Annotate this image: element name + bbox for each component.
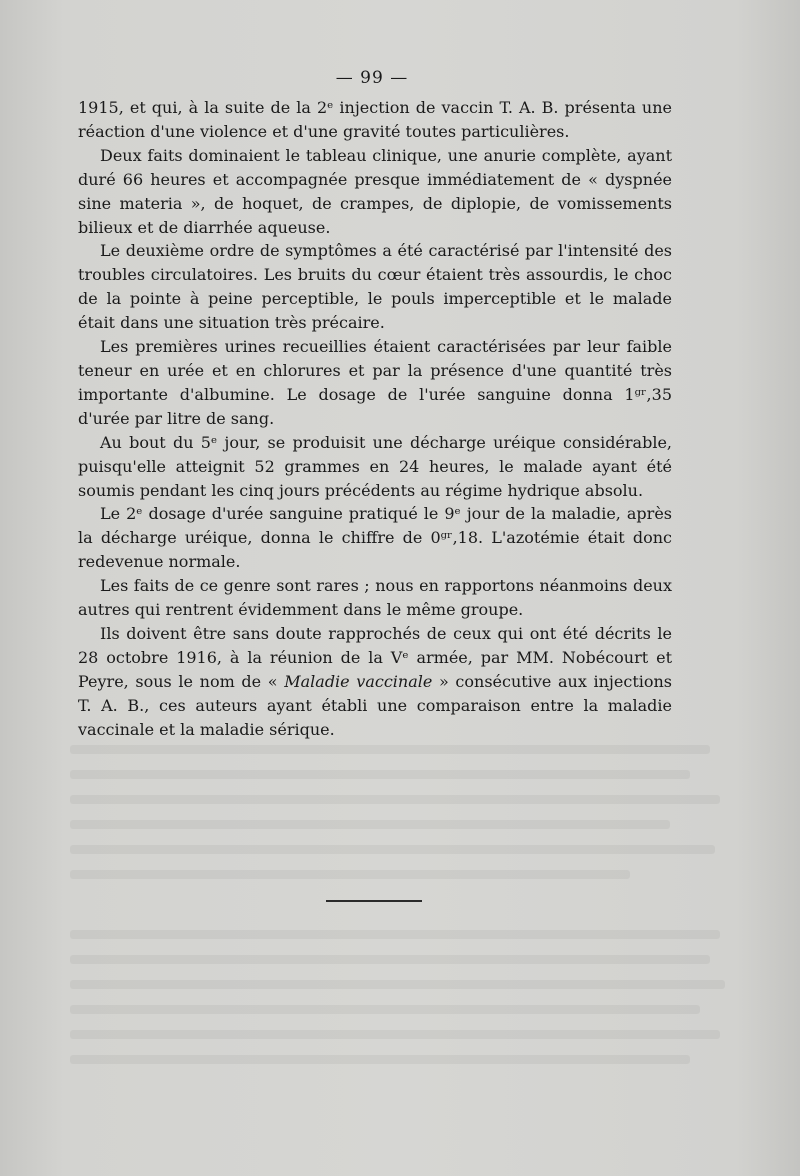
paragraph: Le 2ᵉ dosage d'urée sanguine pratiqué le 9ᵉ jour de la maladie, après la décharge uréique, donna le chiffre de 0ᵍʳ,18. L'azotémie était donc redevenue normale. (78, 504, 672, 572)
bleed-through-line (70, 820, 670, 829)
bleed-through-line (70, 845, 715, 854)
paragraph: 1915, et qui, à la suite de la 2ᵉ injection de vaccin T. A. B. présenta une réaction d'une violence et d'une gravité toutes particulières. (78, 98, 672, 141)
paragraph: Le deuxième ordre de symptômes a été caractérisé par l'intensité des troubles circulatoires. Les bruits du cœur étaient très assourdis, le choc de la pointe à peine perceptible, le pouls imperceptible et le malade était dans une situation très précaire. (78, 241, 672, 333)
paragraph: Les faits de ce genre sont rares ; nous en rapportons néanmoins deux autres qui rentrent évidemment dans le même groupe. (78, 576, 672, 620)
paragraph-text: Ils doivent être sans doute rapprochés de ceux qui ont été décrits le 28 octobre 1916, à la réunion de la Vᵉ armée, par MM. Nobécourt et Peyre, sous le nom de « (78, 623, 672, 691)
paragraph-text: » consécutive aux injections T. A. B., ces auteurs ayant établi une comparaison entre la maladie vaccinale et la maladie sérique. (78, 671, 673, 739)
section-rule (326, 900, 422, 902)
page-number: — 99 — (335, 68, 409, 88)
bleed-through-line (70, 770, 690, 779)
bleed-through-line (70, 955, 710, 964)
bleed-through-line (70, 745, 710, 754)
paragraph: Deux faits dominaient le tableau clinique, une anurie complète, ayant duré 66 heures et accompagnée presque immédiatement de « dyspnée sine materia », de hoquet, de crampes, de diplopie, de vomissements bilieux et de diarrhée aqueuse. (78, 145, 672, 237)
bleed-through-line (70, 1030, 720, 1039)
paragraph: Les premières urines recueillies étaient caractérisées par leur faible teneur en urée et en chlorures et par la présence d'une quantité très importante d'albumine. Le dosage de l'urée sanguine donna 1ᵍʳ,35 d'urée par litre de sang. (78, 337, 672, 428)
bleed-through-line (70, 795, 720, 804)
bleed-through-line (70, 1055, 690, 1064)
italic-term: Maladie vaccinale (284, 671, 433, 691)
bleed-through-line (70, 1005, 700, 1014)
bleed-through-line (70, 870, 630, 879)
body-text (78, 96, 672, 741)
paragraph: Au bout du 5ᵉ jour, se produisit une décharge uréique considérable, puisqu'elle atteignit 52 grammes en 24 heures, le malade ayant été soumis pendant les cinq jours précédents au régime hydrique absolu. (78, 432, 672, 500)
bleed-through-line (70, 980, 725, 989)
paragraph-last (78, 622, 672, 742)
bleed-through-line (70, 930, 720, 939)
